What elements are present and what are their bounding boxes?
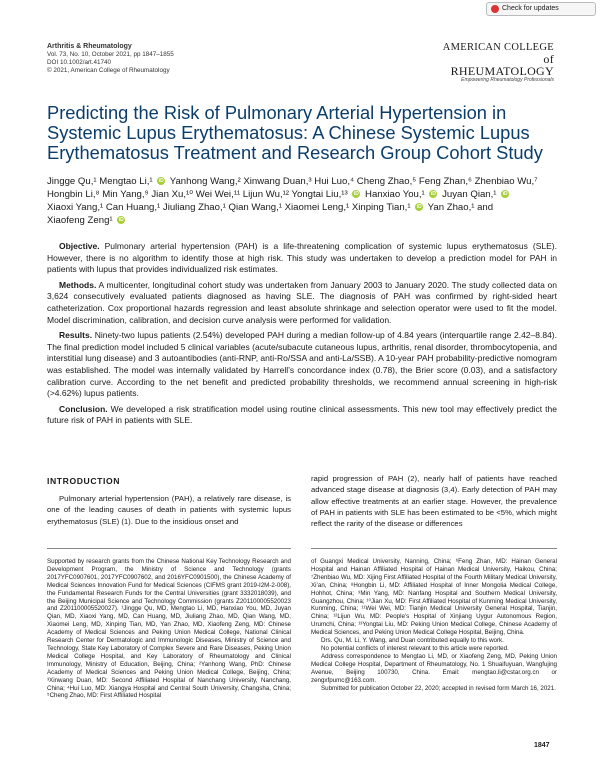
intro-column-left	[47, 493, 291, 527]
objective-text: Pulmonary arterial hypertension (PAH) is a life-threatening complication of systemic lupus erythematosus (SLE). However, there is no algorithm to identify those at high risk. This study was undertaken to develop a prediction model for PAH in patients with lupus that provides individualized risk estimates.	[47, 241, 557, 275]
journal-copyright: © 2021, American College of Rheumatology	[47, 67, 170, 75]
conclusion-label: Conclusion.	[59, 403, 108, 414]
footnote-contributions: Drs. Qu, M. Li, Y. Wang, and Duan contributed equally to this work.	[321, 637, 504, 645]
section-heading-introduction: INTRODUCTION	[47, 476, 121, 486]
results-text: Ninety-two lupus patients (2.54%) developed PAH during a median follow-up of 4.84 years (interquartile range 2.42–8.84). The final prediction model included 5 clinical variables (acute/subacute cutaneous lupus, arthritis, renal disorder, thrombocytopenia, and interstitial lung disease) and 3 autoantibodies (anti-RNP, anti-Ro/SSA and anti-La/SSB). A 10-year PAH probability-predictive nomogram was established. The model was internally validated by Harrell’s concordance index (0.78), the Brier score (0.03), and a satisfactory calibration curve. According to the net benefit and predicted probability thresholds, we recommend annual screening in high-risk (>4.62%) lupus patients.	[47, 330, 557, 399]
abstract-objective	[47, 241, 557, 276]
footnote-correspondence: Address correspondence to Mengtao Li, MD, or Xiaofeng Zeng, MD, Peking Union Medical College Hospital, Department of Rheumatology, No. 1 Shuaifuyuan, Wangfujing Avenue, Beijing 100730, China. Email: mengtao.li@cstar.org.cn or zengxfpumc@163.com.	[311, 652, 557, 684]
footnote-conflicts: No potential conflicts of interest relevant to this article were reported.	[321, 644, 509, 652]
logo-tagline: Empowering Rheumatology Professionals	[461, 77, 554, 83]
author-list	[47, 175, 557, 227]
orcid-icon[interactable]: iD	[416, 204, 422, 211]
footnote-divider-right	[311, 548, 557, 549]
authors-line3b: Yan Zhao,¹ and	[425, 202, 494, 213]
authors-line2c: Juyan Qian,¹	[439, 189, 500, 200]
page-number: 1847	[534, 742, 550, 749]
abstract-results	[47, 330, 557, 400]
check-updates-icon	[491, 5, 499, 13]
abstract-methods	[47, 280, 557, 326]
methods-text: A multicenter, longitudinal cohort study was undertaken from January 2003 to January 2020. The study collected data on 3,624 consecutively evaluated patients diagnosed as having SLE. The diagnosis of PAH was confirmed by right-sided heart catheterization. Cox proportional hazards regression and least absolute shrinkage and selection operator were used to fit the model. Model discrimination, calibration, and decision curve analysis were performed for validation.	[47, 279, 557, 325]
authors-line2: Hongbin Li,⁸ Min Yang,⁹ Jian Xu,¹⁰ Wei Wei,¹¹ Lijun Wu,¹² Yongtai Liu,¹³	[47, 189, 351, 200]
results-label: Results.	[59, 330, 93, 341]
abstract-conclusion	[47, 404, 557, 427]
orcid-icon[interactable]: iD	[158, 178, 164, 185]
article-title: Predicting the Risk of Pulmonary Arterial Hypertension in Systemic Lupus Erythematosus: A Chinese Systemic Lupus Erythematosus Treatment and Research Group Cohort Study	[47, 102, 543, 163]
conclusion-text: We developed a risk stratification model using routine clinical assessments. This new tool may effectively predict the future risk of PAH in patients with SLE.	[47, 403, 557, 426]
authors-line4: Xiaofeng Zeng¹	[47, 215, 116, 226]
footnote-funding: Supported by research grants from the Chinese National Key Technology Research and Development Program, the Ministry of Science and Technology (grants 2017YFC0907601, 2017YFC0907602, and 2016YFC0901500), the Chinese Academy of Medical Sciences Innovation Fund for Medical Sciences (CIFMS grant 2019-I2M-2-008), the Fundamental Research Funds for the Central Universities (grant 3332018039), and the Beijing Municipal Science and Technology Commission (grants Z201100005520023 and Z201100005520027). ¹Jingge Qu, MD, Mengtao Li, MD, Hanxiao You, MD, Juyan Qian, MD, Xiaoxi Yang, MD, Can Huang, MD, Jiuliang Zhao, MD, Qian Wang, MD, Xiaomei Leng, MD, Xinping Tian, MD, Yan Zhao, MD, Xiaofeng Zeng, MD: Chinese Academy of Medical Sciences and Peking Union Medical College, National Clinical Research Center for Dermatologic and Immunologic Diseases, Ministry of Science and Technology, State Key Laboratory of Complex Severe and Rare Diseases, Peking Union Medical College Hospital, and Key Laboratory of Rheumatology and Clinical Immunology, Ministry of Education, Beijing, China; ²Yanhong Wang, PhD: Chinese Academy of Medical Sciences and Peking Union Medical College, Beijing, China; ³Xinwang Duan, MD: Second Affiliated Hospital of Nanchang University, Nanchang, China; ⁴Hui Luo, MD: Xiangya Hospital and Central South University, Changsha, China; ⁵Cheng Zhao, MD: First Affiliated Hospital	[47, 558, 291, 700]
intro-left-text: Pulmonary arterial hypertension (PAH), a relatively rare disease, is one of the leading causes of death in patients with systemic lupus erythematosus (SLE) (1). Due to the insidious onset and	[47, 494, 291, 526]
objective-label: Objective.	[59, 241, 100, 251]
journal-info	[47, 43, 174, 75]
journal-name: Arthritis & Rheumatology	[47, 43, 132, 50]
logo-line2: of RHEUMATOLOGY	[450, 52, 554, 78]
orcid-icon[interactable]: iD	[118, 217, 124, 224]
acr-logo	[439, 42, 554, 84]
intro-column-right	[311, 473, 557, 529]
authors-line2b: Hanxiao You,¹	[362, 189, 428, 200]
authors-line1b: Yanhong Wang,² Xinwang Duan,³ Hui Luo,⁴ Cheng Zhao,⁵ Feng Zhan,⁶ Zhenbiao Wu,⁷	[167, 176, 538, 187]
intro-right-text: rapid progression of PAH (2), nearly half of patients have reached advanced stage disease at diagnosis (3,4). Early detection of PAH may allow effective treatments at an earlier stage. However, the prevalence of PAH in patients with SLE has been estimated to be <5%, which might reflect the rarity of the disease or differences	[311, 474, 557, 529]
check-for-updates-button[interactable]	[486, 2, 596, 16]
footnote-affiliations	[311, 558, 557, 692]
footnote-divider-left	[47, 548, 291, 549]
footnote-submitted: Submitted for publication October 22, 2020; accepted in revised form March 16, 2021.	[321, 684, 556, 692]
abstract	[47, 241, 557, 431]
journal-volume: Vol. 73, No. 10, October 2021, pp 1847–1855	[47, 51, 174, 59]
orcid-icon[interactable]: iD	[502, 191, 508, 198]
orcid-icon[interactable]: iD	[353, 191, 359, 198]
footnote-affiliations-text: of Guangxi Medical University, Nanning, China; ⁶Feng Zhan, MD: Hainan General Hospital and Hainan Affiliated Hospital of Hainan Medical University, Haikou, China; ⁷Zhenbiao Wu, MD: Xijing First Affiliated Hospital of the Fourth Military Medical University, Xi’an, China; ⁸Hongbin Li, MD: Affiliated Hospital of Inner Mongolia Medical College, Hohhot, China; ⁹Min Yang, MD: Nanfang Hospital and Southern Medical University, Guangzhou, China; ¹⁰Jian Xu, MD: First Affiliated Hospital of Kunming Medical University, Kunming, China; ¹¹Wei Wei, MD: Tianjin Medical University General Hospital, Tianjin, China; ¹²Lijun Wu, MD: People’s Hospital of Xinjiang Uygur Autonomous Region, Urumchi, China; ¹³Yongtai Liu, MD: Peking Union Medical College, Chinese Academy of Medical Sciences, and Peking Union Medical College Hospital, Beijing, China.	[311, 558, 557, 637]
check-updates-label: Check for updates	[502, 5, 559, 12]
authors-line1: Jingge Qu,¹ Mengtao Li,¹	[47, 176, 156, 187]
orcid-icon[interactable]: iD	[430, 191, 436, 198]
journal-doi[interactable]: DOI 10.1002/art.41740	[47, 59, 112, 67]
authors-line3: Xiaoxi Yang,¹ Can Huang,¹ Jiuliang Zhao,¹ Qian Wang,¹ Xiaomei Leng,¹ Xinping Tian,¹	[47, 202, 414, 213]
logo-line1: AMERICAN COLLEGE	[442, 42, 554, 53]
methods-label: Methods.	[59, 279, 97, 290]
